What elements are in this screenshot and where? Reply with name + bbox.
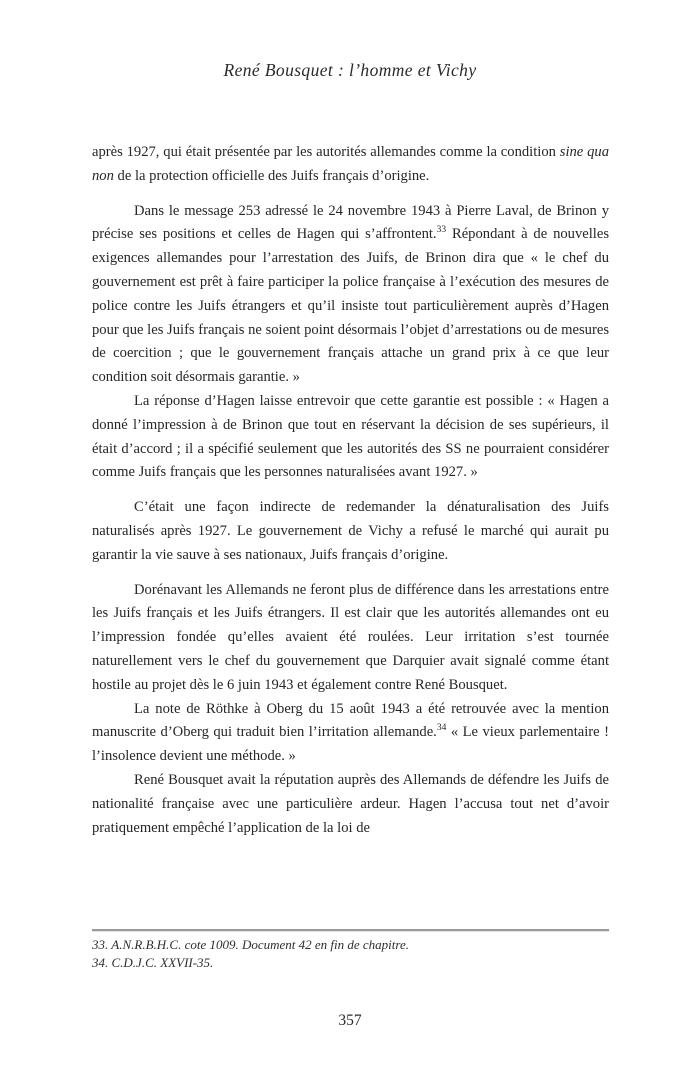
- paragraph-text: René Bousquet avait la réputation auprès des Allemands de défendre les Juifs de nationalité française avec une particulière ardeur. Hagen l’accusa tout net d’avoir pratiquement empêché l’application de la loi de: [92, 771, 609, 836]
- paragraph-reponse-hagen: [92, 390, 609, 485]
- footnote-33: 33. A.N.R.B.H.C. cote 1009. Document 42 en fin de chapitre.: [92, 937, 410, 952]
- paragraph-text: « Le vieux parlementaire ! l’insolence devient une méthode. »: [92, 724, 609, 765]
- paragraph-text: de la protection officielle des Juifs français d’origine.: [113, 167, 430, 184]
- latin-phrase: sine qua non: [92, 144, 609, 184]
- paragraph-text: La note de Röthke à Oberg du 15 août 1943 a été retrouvée avec la mention manuscrite d’Oberg qui traduit bien l’irritation allemande.: [92, 700, 609, 741]
- footnote-34: 34. C.D.J.C. XXVII-35.: [92, 954, 214, 970]
- paragraph-text: Dorénavant les Allemands ne feront plus de différence dans les arrestations entre les Juifs français et les Juifs étrangers. Il est clair que les autorités allemandes ont eu l’impression fondée qu’elles avaient été roulées. Leur irritation s’est tournée naturellement vers le chef du gouvernement que Darquier avait signalé comme étant hostile au projet dès le 6 juin 1943 et également contre René Bousquet.: [92, 581, 609, 693]
- paragraph-message-253: [92, 200, 609, 390]
- paragraph-note-rothke: [92, 698, 609, 769]
- footnote-ref-34: 34: [436, 723, 447, 734]
- paragraph-text: Répondant à de nouvelles exigences allemandes pour l’arrestation des Juifs, de Brinon dira que « le chef du gouvernement est prêt à faire participer la police française à l’exécution des mesures de police contre les Juifs étrangers et qu’il insiste tout particulièrement auprès d’Hagen pour que les Juifs français ne soient point désormais l’objet d’arrestations ou de mesures de coercition ; que le gouvernement français attache un grand prix à ce que leur condition soit désormais garantie. »: [92, 226, 609, 386]
- running-header: René Bousquet : l’homme et Vichy: [223, 60, 477, 80]
- paragraph-text: La réponse d’Hagen laisse entrevoir que cette garantie est possible : « Hagen a donné l’impression à de Brinon que tout en réservant la décision de ses supérieurs, il était d’accord ; il a spécifié seulement que les autorités des SS ne pourraient considérer comme Juifs français que les personnes naturalisées avant 1927. »: [92, 392, 609, 481]
- paragraph-text: C’était une façon indirecte de redemander la dénaturalisation des Juifs naturalisés après 1927. Le gouvernement de Vichy a refusé le marché qui aurait pu garantir la vie sauve à ses nationaux, Juifs français d’origine.: [92, 499, 609, 563]
- paragraph-continuation: [92, 141, 609, 189]
- paragraph-text: Dans le message 253 adressé le 24 novembre 1943 à Pierre Laval, de Brinon y précise ses positions et celles de Hagen qui s’affrontent.: [92, 202, 609, 243]
- text-block: [92, 141, 609, 925]
- paragraph-facon-indirecte: [92, 496, 609, 567]
- footnote-ref-33: 33: [436, 225, 447, 236]
- paragraph-dorenavant: [92, 579, 609, 698]
- paragraph-text: après 1927, qui était présentée par les autorités allemandes comme la condition: [92, 144, 560, 160]
- footnotes: [92, 936, 609, 971]
- footnote-divider: [92, 929, 609, 932]
- paragraph-reputation: [92, 769, 609, 840]
- page-number: 357: [338, 1012, 362, 1029]
